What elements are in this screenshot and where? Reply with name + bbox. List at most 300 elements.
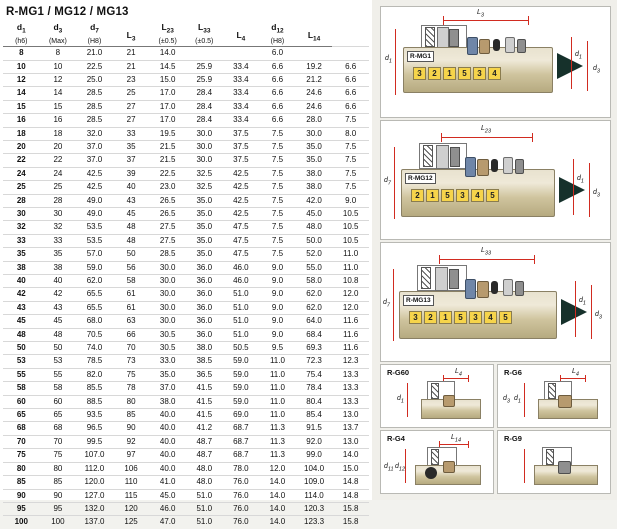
specification-table bbox=[3, 21, 369, 529]
table-cell: 13.7 bbox=[332, 422, 369, 435]
table-cell: 20 bbox=[3, 140, 40, 153]
table-cell: 47.0 bbox=[149, 516, 186, 529]
table-cell: 110 bbox=[113, 476, 150, 489]
callout-numbers-p3 bbox=[409, 311, 512, 324]
table-cell: 55 bbox=[40, 368, 77, 381]
table-cell: 51.0 bbox=[223, 288, 260, 301]
table-cell: 39 bbox=[113, 167, 150, 180]
table-cell: 32.5 bbox=[186, 167, 223, 180]
table-cell: 40.0 bbox=[149, 449, 186, 462]
dim-label-L23-p2: $L_{23}$ bbox=[481, 125, 492, 135]
dim-label-d3-p1: $d_3$ bbox=[593, 65, 600, 75]
table-cell: 22.5 bbox=[76, 60, 113, 73]
table-cell: 50.5 bbox=[223, 342, 260, 355]
table-cell: 50 bbox=[113, 248, 150, 261]
callout-number: 3 bbox=[409, 311, 422, 324]
table-cell: 50.0 bbox=[296, 234, 333, 247]
table-cell: 62.0 bbox=[296, 301, 333, 314]
table-cell: 13.0 bbox=[332, 409, 369, 422]
table-row bbox=[3, 194, 369, 207]
table-cell: 21.5 bbox=[149, 154, 186, 167]
table-cell: 33.4 bbox=[223, 100, 260, 113]
callout-number: 1 bbox=[439, 311, 452, 324]
table-row bbox=[3, 476, 369, 489]
table-cell: 68.7 bbox=[223, 435, 260, 448]
table-cell: 11.0 bbox=[332, 261, 369, 274]
dim-label-d11-p6: $d_{11}$ bbox=[384, 463, 394, 473]
col-header-d7: $d_7$ (H8) bbox=[76, 21, 113, 47]
table-cell: 8 bbox=[3, 47, 40, 60]
dim-label-d7-p3: $d_7$ bbox=[383, 299, 390, 309]
table-cell: 76.0 bbox=[223, 502, 260, 515]
table-cell: 25 bbox=[113, 87, 150, 100]
table-cell: 15.8 bbox=[332, 502, 369, 515]
table-cell: 15 bbox=[40, 100, 77, 113]
table-cell: 47.5 bbox=[223, 234, 260, 247]
table-cell: 61 bbox=[113, 288, 150, 301]
table-row bbox=[3, 154, 369, 167]
table-cell: 93.5 bbox=[76, 409, 113, 422]
dim-label-d3-p3: $d_3$ bbox=[595, 311, 602, 321]
table-cell: 16 bbox=[40, 114, 77, 127]
col-header-L3: $L_3$ bbox=[113, 21, 150, 47]
table-cell: 50 bbox=[3, 342, 40, 355]
table-cell: 36.0 bbox=[186, 301, 223, 314]
table-cell: 59.0 bbox=[76, 261, 113, 274]
table-cell: 123.3 bbox=[296, 516, 333, 529]
table-cell: 35 bbox=[40, 248, 77, 261]
table-cell: 97 bbox=[113, 449, 150, 462]
table-cell: 26.5 bbox=[149, 207, 186, 220]
table-cell: 50 bbox=[40, 342, 77, 355]
table-cell: 68.0 bbox=[76, 315, 113, 328]
table-cell: 48 bbox=[3, 328, 40, 341]
table-cell: 33.0 bbox=[149, 355, 186, 368]
table-cell: 6.0 bbox=[259, 47, 296, 60]
table-cell: 48 bbox=[113, 221, 150, 234]
table-cell: 8 bbox=[40, 47, 77, 60]
table-cell: 7.5 bbox=[259, 127, 296, 140]
table-cell: 32.0 bbox=[76, 127, 113, 140]
dim-label-L33-p3: $L_{33}$ bbox=[481, 247, 492, 257]
table-row bbox=[3, 47, 369, 60]
table-cell: 68.7 bbox=[223, 422, 260, 435]
table-cell: 11.0 bbox=[259, 382, 296, 395]
table-cell: 40 bbox=[3, 275, 40, 288]
table-cell: 37.5 bbox=[223, 140, 260, 153]
table-cell: 16 bbox=[3, 114, 40, 127]
table-cell: 65.5 bbox=[76, 288, 113, 301]
table-cell: 45.0 bbox=[149, 489, 186, 502]
table-cell: 120.3 bbox=[296, 502, 333, 515]
table-cell: 7.5 bbox=[332, 181, 369, 194]
table-cell: 17.0 bbox=[149, 114, 186, 127]
table-cell: 96.5 bbox=[76, 422, 113, 435]
table-cell: 38.0 bbox=[149, 395, 186, 408]
table-cell: 11.6 bbox=[332, 342, 369, 355]
table-cell: 11.0 bbox=[332, 248, 369, 261]
table-cell: 85.4 bbox=[296, 409, 333, 422]
diagram-panel-r-g4 bbox=[380, 430, 494, 494]
table-cell: 27 bbox=[113, 114, 150, 127]
table-cell: 43 bbox=[113, 194, 150, 207]
table-row bbox=[3, 207, 369, 220]
table-cell: 6.6 bbox=[332, 73, 369, 86]
table-cell: 47.5 bbox=[223, 248, 260, 261]
col-header-d12: $d_{12}$ (H8) bbox=[259, 21, 296, 47]
table-cell: 53 bbox=[40, 355, 77, 368]
table-row bbox=[3, 248, 369, 261]
table-cell: 33 bbox=[3, 234, 40, 247]
table-cell: 7.5 bbox=[332, 114, 369, 127]
part-tag-r-g9: R-G9 bbox=[504, 434, 522, 443]
table-cell: 28.4 bbox=[186, 114, 223, 127]
table-cell: 60 bbox=[40, 395, 77, 408]
table-cell: 12.0 bbox=[332, 288, 369, 301]
table-cell: 35 bbox=[113, 140, 150, 153]
table-cell: 37 bbox=[113, 154, 150, 167]
table-cell: 30.0 bbox=[186, 154, 223, 167]
dim-label-d1-p3: $d_1$ bbox=[579, 297, 586, 307]
table-cell: 27.5 bbox=[149, 234, 186, 247]
table-cell: 75 bbox=[40, 449, 77, 462]
col-header-L4: $L_4$ bbox=[223, 21, 260, 47]
table-cell: 75.4 bbox=[296, 368, 333, 381]
table-cell: 74.0 bbox=[76, 342, 113, 355]
table-row bbox=[3, 181, 369, 194]
diagram-panel-r-mg12 bbox=[380, 120, 611, 240]
table-cell: 35.0 bbox=[149, 368, 186, 381]
table-cell: 27.5 bbox=[149, 221, 186, 234]
table-cell: 43 bbox=[3, 301, 40, 314]
callout-number: 1 bbox=[443, 67, 456, 80]
callout-number: 4 bbox=[488, 67, 501, 80]
table-cell: 33.4 bbox=[223, 114, 260, 127]
table-cell: 42.5 bbox=[76, 181, 113, 194]
table-cell: 85.5 bbox=[76, 382, 113, 395]
table-cell: 21.2 bbox=[296, 73, 333, 86]
table-cell: 42.5 bbox=[76, 167, 113, 180]
part-tag-r-g60: R-G60 bbox=[387, 368, 410, 377]
table-cell: 22.5 bbox=[149, 167, 186, 180]
table-cell: 85 bbox=[40, 476, 77, 489]
table-cell: 33 bbox=[40, 234, 77, 247]
table-cell: 68 bbox=[3, 422, 40, 435]
callout-number: 5 bbox=[486, 189, 499, 202]
table-cell: 100 bbox=[40, 516, 77, 529]
table-cell: 7.5 bbox=[332, 140, 369, 153]
table-cell: 42.5 bbox=[223, 167, 260, 180]
table-cell: 40.0 bbox=[149, 462, 186, 475]
table-cell: 28.5 bbox=[149, 248, 186, 261]
table-cell: 68 bbox=[40, 422, 77, 435]
table-cell: 48 bbox=[113, 234, 150, 247]
table-cell: 32 bbox=[3, 221, 40, 234]
table-cell: 6.6 bbox=[332, 60, 369, 73]
table-cell: 40.0 bbox=[149, 409, 186, 422]
table-cell: 40.0 bbox=[149, 435, 186, 448]
table-cell: 33 bbox=[113, 127, 150, 140]
table-cell: 25 bbox=[40, 181, 77, 194]
table-cell: 36.0 bbox=[186, 275, 223, 288]
table-cell: 14.0 bbox=[149, 47, 186, 60]
table-cell: 18 bbox=[3, 127, 40, 140]
table-cell: 48.0 bbox=[186, 476, 223, 489]
table-cell: 40 bbox=[40, 275, 77, 288]
table-cell: 127.0 bbox=[76, 489, 113, 502]
table-cell: 80 bbox=[3, 462, 40, 475]
table-cell: 30.0 bbox=[186, 127, 223, 140]
table-cell: 41.5 bbox=[186, 409, 223, 422]
table-cell: 45 bbox=[113, 207, 150, 220]
table-cell: 30.0 bbox=[149, 315, 186, 328]
table-row bbox=[3, 261, 369, 274]
table-cell: 36.0 bbox=[186, 288, 223, 301]
table-cell: 51.0 bbox=[186, 516, 223, 529]
table-cell: 68.4 bbox=[296, 328, 333, 341]
table-cell: 9.0 bbox=[332, 194, 369, 207]
table-cell: 64.0 bbox=[296, 315, 333, 328]
table-cell: 42.0 bbox=[296, 194, 333, 207]
table-cell: 104.0 bbox=[296, 462, 333, 475]
table-cell: 7.5 bbox=[259, 140, 296, 153]
table-cell: 27 bbox=[113, 100, 150, 113]
table-cell: 58.0 bbox=[296, 275, 333, 288]
table-cell: 26.5 bbox=[149, 194, 186, 207]
table-row bbox=[3, 462, 369, 475]
table-cell: 75 bbox=[113, 368, 150, 381]
table-cell: 9.0 bbox=[259, 275, 296, 288]
table-cell: 28.0 bbox=[296, 114, 333, 127]
table-cell: 35.0 bbox=[186, 234, 223, 247]
table-cell: 51.0 bbox=[186, 502, 223, 515]
callout-number: 5 bbox=[499, 311, 512, 324]
table-cell: 65 bbox=[3, 409, 40, 422]
table-cell: 35 bbox=[3, 248, 40, 261]
table-cell: 65 bbox=[40, 409, 77, 422]
callout-numbers-p2 bbox=[411, 189, 499, 202]
table-cell: 11.3 bbox=[259, 449, 296, 462]
table-row bbox=[3, 60, 369, 73]
table-cell: 19.2 bbox=[296, 60, 333, 73]
table-cell: 55.0 bbox=[296, 261, 333, 274]
table-cell: 61 bbox=[113, 301, 150, 314]
table-cell: 10.5 bbox=[332, 221, 369, 234]
table-cell: 22 bbox=[3, 154, 40, 167]
table-cell: 11.0 bbox=[259, 368, 296, 381]
table-row bbox=[3, 127, 369, 140]
table-cell: 28.4 bbox=[186, 87, 223, 100]
table-cell: 99.0 bbox=[296, 449, 333, 462]
table-row bbox=[3, 73, 369, 86]
table-cell: 10 bbox=[3, 60, 40, 73]
table-cell: 99.5 bbox=[76, 435, 113, 448]
table-cell: 42.5 bbox=[223, 194, 260, 207]
table-cell: 30.0 bbox=[149, 288, 186, 301]
table-cell: 78.5 bbox=[76, 355, 113, 368]
table-cell: 58 bbox=[40, 382, 77, 395]
table-cell: 95 bbox=[40, 502, 77, 515]
dim-label-L4-p4: $L_4$ bbox=[455, 368, 462, 378]
table-cell: 75 bbox=[3, 449, 40, 462]
table-cell: 37.5 bbox=[223, 154, 260, 167]
table-cell: 114.0 bbox=[296, 489, 333, 502]
callout-number: 5 bbox=[458, 67, 471, 80]
table-cell: 20 bbox=[40, 140, 77, 153]
table-cell: 30.0 bbox=[186, 140, 223, 153]
table-cell: 11.3 bbox=[259, 422, 296, 435]
table-row bbox=[3, 435, 369, 448]
table-cell: 38.5 bbox=[186, 355, 223, 368]
table-cell: 109.0 bbox=[296, 476, 333, 489]
table-cell: 42.5 bbox=[223, 207, 260, 220]
table-cell: 6.6 bbox=[259, 87, 296, 100]
table-cell: 70 bbox=[113, 342, 150, 355]
part-tag-r-mg13: R-MG13 bbox=[403, 295, 434, 306]
dim-label-d3-p5: $d_3$ bbox=[503, 395, 510, 405]
table-cell: 14.0 bbox=[259, 502, 296, 515]
table-cell: 7.5 bbox=[259, 207, 296, 220]
table-row bbox=[3, 221, 369, 234]
table-cell: 120.0 bbox=[76, 476, 113, 489]
table-cell: 7.5 bbox=[259, 234, 296, 247]
table-cell: 7.5 bbox=[259, 154, 296, 167]
col-header-d3: $d_3$ (Max) bbox=[40, 21, 77, 47]
table-cell: 38 bbox=[40, 261, 77, 274]
table-cell: 6.6 bbox=[332, 87, 369, 100]
table-cell: 6.6 bbox=[259, 114, 296, 127]
table-cell: 11.6 bbox=[332, 315, 369, 328]
table-cell: 7.5 bbox=[259, 248, 296, 261]
table-cell: 45 bbox=[3, 315, 40, 328]
table-cell: 41.5 bbox=[186, 382, 223, 395]
callout-numbers-p1 bbox=[413, 67, 501, 80]
table-cell: 24 bbox=[40, 167, 77, 180]
table-cell: 10.8 bbox=[332, 275, 369, 288]
table-cell: 15.8 bbox=[332, 516, 369, 529]
diagram-panel-r-mg13 bbox=[380, 242, 611, 362]
table-row bbox=[3, 234, 369, 247]
dim-label-d1-p4: $d_1$ bbox=[397, 395, 404, 405]
table-cell: 48.0 bbox=[186, 462, 223, 475]
table-cell: 120 bbox=[113, 502, 150, 515]
table-cell: 9.5 bbox=[259, 342, 296, 355]
table-cell: 19.5 bbox=[149, 127, 186, 140]
table-cell: 55 bbox=[3, 368, 40, 381]
table-cell: 30 bbox=[40, 207, 77, 220]
table-row bbox=[3, 355, 369, 368]
page-title: R-MG1 / MG12 / MG13 bbox=[6, 6, 129, 18]
table-cell: 80 bbox=[113, 395, 150, 408]
table-cell: 60 bbox=[3, 395, 40, 408]
table-cell: 7.5 bbox=[259, 194, 296, 207]
table-cell: 78.0 bbox=[223, 462, 260, 475]
table-cell: 15.0 bbox=[332, 462, 369, 475]
table-cell: 53.5 bbox=[76, 234, 113, 247]
table-cell: 69.3 bbox=[296, 342, 333, 355]
table-cell: 132.0 bbox=[76, 502, 113, 515]
table-cell: 112.0 bbox=[76, 462, 113, 475]
table-cell: 58 bbox=[3, 382, 40, 395]
callout-number: 3 bbox=[413, 67, 426, 80]
table-cell: 92 bbox=[113, 435, 150, 448]
table-cell: 43 bbox=[40, 301, 77, 314]
part-tag-r-g4: R-G4 bbox=[387, 434, 405, 443]
table-cell: 12 bbox=[40, 73, 77, 86]
dim-label-d1-right-p1: $d_1$ bbox=[575, 51, 582, 61]
table-row bbox=[3, 368, 369, 381]
table-cell: 85 bbox=[113, 409, 150, 422]
table-cell: 36.0 bbox=[186, 328, 223, 341]
col-header-L14: $L_{14}$ bbox=[296, 21, 333, 47]
table-cell: 28 bbox=[40, 194, 77, 207]
table-cell: 51.0 bbox=[223, 328, 260, 341]
diagram-section bbox=[372, 0, 617, 500]
table-cell: 66 bbox=[113, 328, 150, 341]
table-cell: 35.0 bbox=[186, 207, 223, 220]
table-cell: 6.6 bbox=[332, 100, 369, 113]
table-cell: 6.6 bbox=[259, 73, 296, 86]
table-cell: 35.0 bbox=[186, 194, 223, 207]
table-cell: 15 bbox=[3, 100, 40, 113]
table-cell: 37.5 bbox=[223, 127, 260, 140]
table-cell: 70.5 bbox=[76, 328, 113, 341]
table-cell: 33.4 bbox=[223, 73, 260, 86]
dim-label-d1-left-p1: $d_1$ bbox=[385, 55, 392, 65]
table-cell: 53 bbox=[3, 355, 40, 368]
table-cell: 9.0 bbox=[259, 328, 296, 341]
table-cell: 37.0 bbox=[76, 154, 113, 167]
table-cell: 59.0 bbox=[223, 395, 260, 408]
table-cell: 25.9 bbox=[186, 60, 223, 73]
table-cell: 7.5 bbox=[259, 181, 296, 194]
table-cell: 51.0 bbox=[223, 315, 260, 328]
col-header-L23: $L_{23}$ (±0.5) bbox=[149, 21, 186, 47]
dim-label-L3-p1: $L_3$ bbox=[477, 9, 484, 19]
table-cell: 88.5 bbox=[76, 395, 113, 408]
table-row bbox=[3, 422, 369, 435]
table-cell: 92.0 bbox=[296, 435, 333, 448]
callout-number: 4 bbox=[484, 311, 497, 324]
table-cell: 57.0 bbox=[76, 248, 113, 261]
part-tag-r-mg12: R-MG12 bbox=[405, 173, 436, 184]
table-cell: 13.3 bbox=[332, 395, 369, 408]
table-row bbox=[3, 87, 369, 100]
table-cell: 14.8 bbox=[332, 489, 369, 502]
table-cell: 38.0 bbox=[186, 342, 223, 355]
callout-number: 4 bbox=[471, 189, 484, 202]
table-cell: 59.0 bbox=[223, 355, 260, 368]
table-cell: 25 bbox=[3, 181, 40, 194]
table-cell: 25.9 bbox=[186, 73, 223, 86]
table-cell: 45.0 bbox=[296, 207, 333, 220]
table-cell: 42 bbox=[3, 288, 40, 301]
table-cell: 36.0 bbox=[186, 315, 223, 328]
table-cell: 90 bbox=[113, 422, 150, 435]
table-cell: 51.0 bbox=[223, 301, 260, 314]
table-cell: 107.0 bbox=[76, 449, 113, 462]
table-cell: 41.0 bbox=[149, 476, 186, 489]
table-cell: 33.4 bbox=[223, 87, 260, 100]
table-cell: 35.0 bbox=[186, 248, 223, 261]
table-cell: 72.3 bbox=[296, 355, 333, 368]
table-cell: 13.0 bbox=[332, 435, 369, 448]
table-cell: 6.6 bbox=[259, 60, 296, 73]
table-row bbox=[3, 100, 369, 113]
table-cell: 125 bbox=[113, 516, 150, 529]
table-header-row bbox=[3, 21, 369, 47]
table-cell: 32 bbox=[40, 221, 77, 234]
